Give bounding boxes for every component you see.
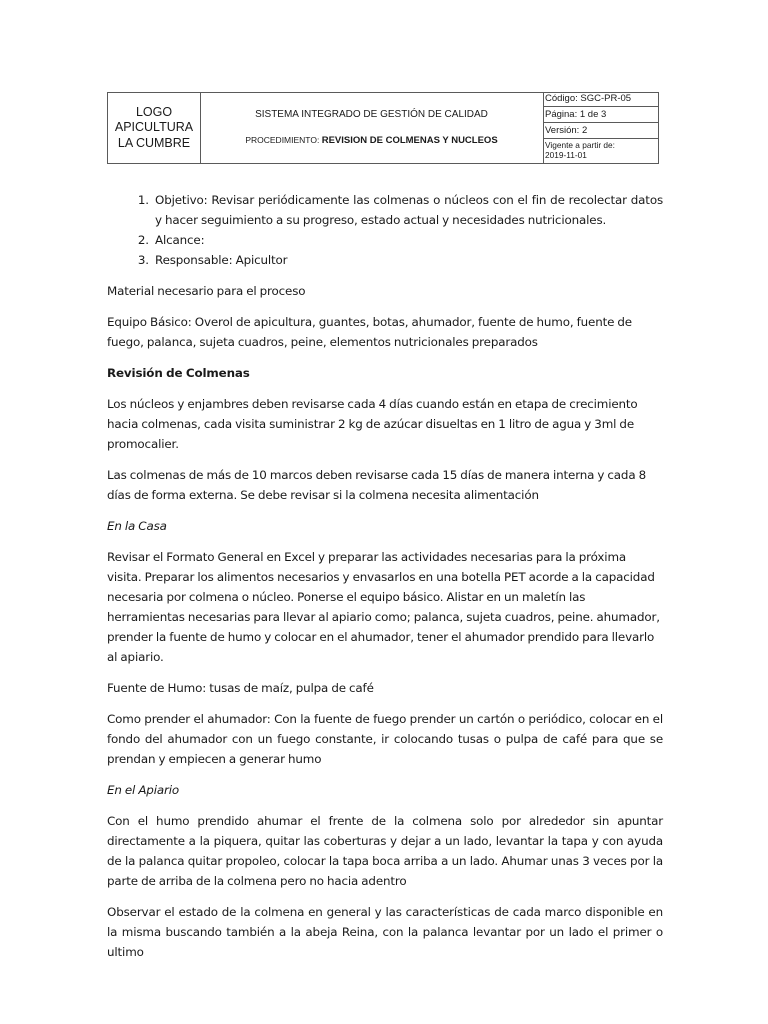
valid-from-label: Vigente a partir de: xyxy=(545,140,615,150)
header-info-cell xyxy=(543,93,658,163)
nucleos-paragraph: Los núcleos y enjambres deben revisarse cada 4 días cuando están en etapa de crecimiento hacia colmenas, cada visita suministrar 2 kg de azúcar disueltas en 1 litro de agua y 3ml de promocalier. xyxy=(107,397,638,451)
en-el-apiario-heading: En el Apiario xyxy=(107,783,180,797)
document-version: Versión: 2 xyxy=(543,123,658,139)
header-title-cell xyxy=(200,93,544,163)
document-header xyxy=(107,92,659,164)
logo-line-2: APICULTURA xyxy=(114,120,194,135)
procedure-name: REVISION DE COLMENAS Y NUCLEOS xyxy=(321,135,498,146)
procedure-prefix: PROCEDIMIENTO: xyxy=(245,135,320,145)
valid-from-date: 2019-11-01 xyxy=(545,149,587,160)
list-item-responsible: 3. Responsable: Apicultor xyxy=(152,250,663,270)
list-item-objective: 1. Objetivo: Revisar periódicamente las colmenas o núcleos con el fin de recolectar datos y hacer seguimiento a su progreso, estado actual y necesidades nutricionales. xyxy=(152,190,663,230)
document-code: Código: SGC-PR-05 xyxy=(543,93,658,107)
logo-placeholder xyxy=(108,93,201,163)
system-title: SISTEMA INTEGRADO DE GESTIÓN DE CALIDAD xyxy=(255,109,488,120)
como-paragraph: Como prender el ahumador: Con la fuente de fuego prender un cartón o periódico, colocar en el fondo del ahumador con un fuego constante, ir colocando tusas o pulpa de café para que se prendan y empiecen a generar humo xyxy=(107,712,663,766)
valid-from xyxy=(543,139,658,163)
revisar-paragraph: Revisar el Formato General en Excel y preparar las actividades necesarias para la próxima visita. Preparar los alimentos necesarios y envasarlos en una botella PET acorde a la capacidad necesaria por colmena o núcleo. Ponerse el equipo básico. Alistar en un maletín las herramientas necesarias para llevar al apiario como; palanca, sujeta cuadros, peine. ahumador, prender la fuente de humo y colocar en el ahumador, tener el ahumador prendido para llevarlo al apiario. xyxy=(107,550,660,664)
logo-line-1: LOGO xyxy=(135,104,173,119)
humo-paragraph: Con el humo prendido ahumar el frente de la colmena solo por alrededor sin apuntar directamente a la piquera, quitar las coberturas y dejar a un lado, levantar la tapa y con ayuda de la palanca quitar propoleo, colocar la tapa boca arriba a un lado. Ahumar unas 3 veces por la parte de arriba de la colmena pero no hacia adentro xyxy=(107,814,663,888)
revision-heading: Revisión de Colmenas xyxy=(107,366,250,380)
document-body xyxy=(107,190,663,973)
procedure-title xyxy=(200,135,543,146)
material-heading: Material necesario para el proceso xyxy=(107,284,306,298)
colmenas-paragraph: Las colmenas de más de 10 marcos deben revisarse cada 15 días de manera interna y cada 8 días de forma externa. Se debe revisar si la colmena necesita alimentación xyxy=(107,468,647,502)
en-la-casa-heading: En la Casa xyxy=(107,519,167,533)
observar-paragraph: Observar el estado de la colmena en general y las características de cada marco disponible en la misma buscando también a la abeja Reina, con la palanca levantar por un lado el primer o ultimo xyxy=(107,905,663,959)
equipment-paragraph: Equipo Básico: Overol de apicultura, guantes, botas, ahumador, fuente de humo, fuente de fuego, palanca, sujeta cuadros, peine, elementos nutricionales preparados xyxy=(107,315,632,349)
list-item-scope: 2. Alcance: xyxy=(152,230,663,250)
fuente-paragraph: Fuente de Humo: tusas de maíz, pulpa de café xyxy=(107,681,374,695)
section-list xyxy=(107,190,663,270)
page-number: Página: 1 de 3 xyxy=(543,107,658,123)
logo-line-3: LA CUMBRE xyxy=(117,135,191,150)
